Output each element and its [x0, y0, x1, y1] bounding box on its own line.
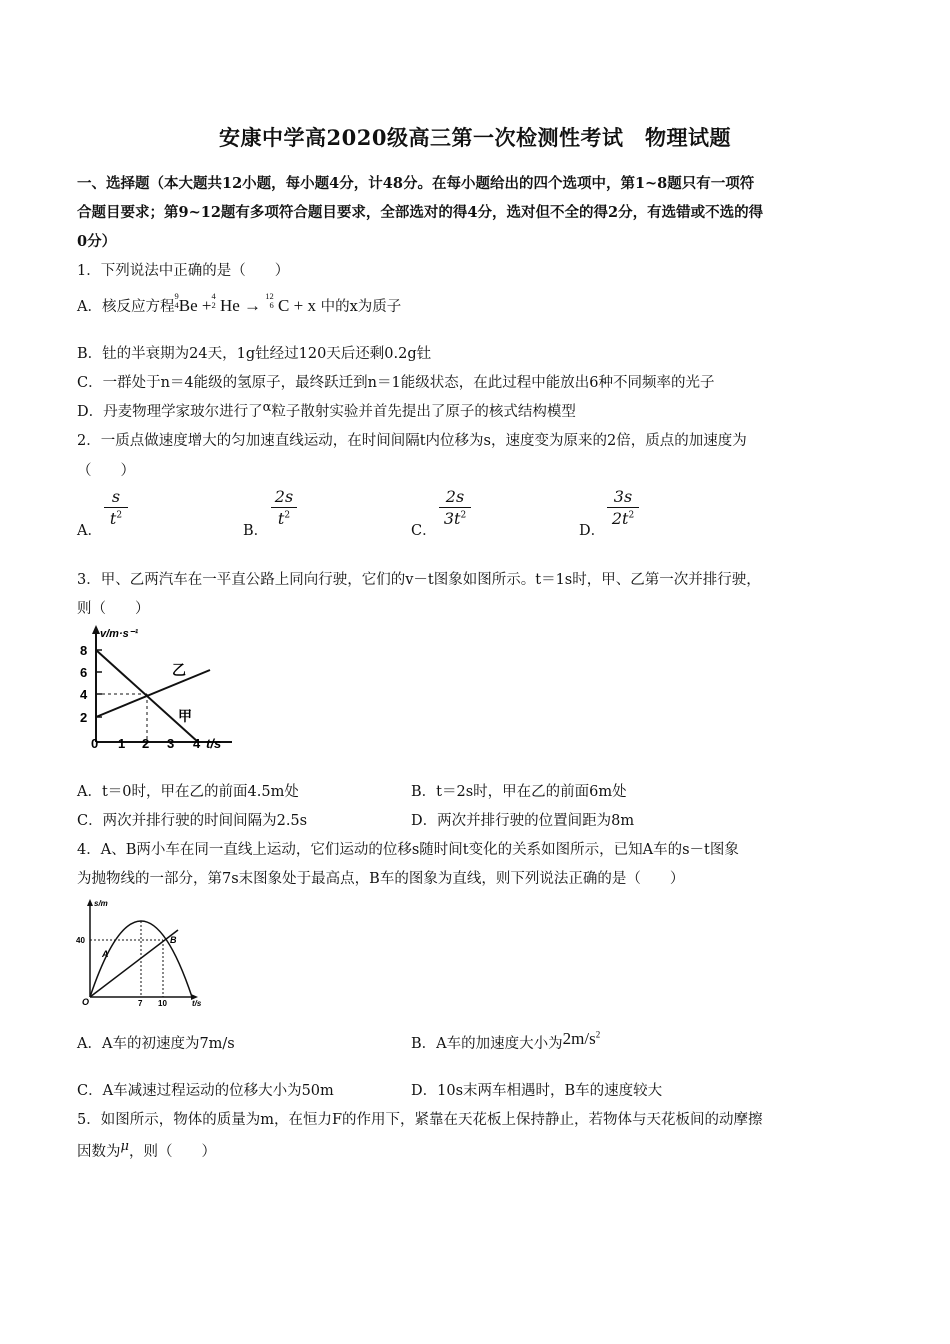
q4-ytick-40: 40 — [76, 936, 85, 945]
q2-stem-line1: 2．一质点做速度增大的匀加速直线运动，在时间间隔t内位移为s，速度变为原来的2倍，质点的加速度为 — [77, 433, 747, 449]
mu-symbol: μ — [120, 1139, 129, 1154]
q2-option-d-label: D． — [579, 523, 606, 539]
q3-y-arrow-icon — [92, 625, 100, 634]
q4-stem-line2: 为抛物线的一部分，第7s末图象处于最高点，B车的图象为直线，则下列说法正确的是（ ） — [77, 871, 685, 887]
q5-stem-line2: 因数为μ，则（ ） — [77, 1139, 216, 1160]
q4-y-label: s/m — [94, 899, 108, 908]
q3-option-b: B．t＝2s时，甲在乙的前面6m处 — [411, 784, 627, 800]
q2-option-c-fraction: 2s $3t^2$ — [439, 487, 471, 528]
q2-stem-line2: （ ） — [77, 463, 135, 479]
q4-y-arrow-icon — [87, 899, 93, 906]
q4-option-c: C．A车减速过程运动的位移大小为50m — [77, 1083, 334, 1099]
q3-option-d: D．两次并排行驶的位置间距为8m — [411, 813, 635, 829]
q3-label-yi: 乙 — [172, 662, 186, 678]
q4-xtick-7: 7 — [138, 999, 143, 1008]
q3-xtick-3: 3 — [167, 736, 175, 751]
q4-x-label: t/s — [192, 999, 202, 1008]
q3-xtick-4: 4 — [193, 736, 201, 751]
q3-option-a: A．t＝0时，甲在乙的前面4.5m处 — [77, 784, 299, 800]
q1-option-b: B．钍的半衰期为24天，1g钍经过120天后还剩0.2g钍 — [77, 346, 432, 362]
q3-line-yi — [96, 670, 210, 717]
q3-label-jia: 甲 — [178, 708, 192, 724]
q2-option-b-fraction: 2s $t^2$ — [271, 487, 297, 528]
q1-option-a-prefix: A．核反应方程 — [77, 299, 175, 315]
q3-x-label: t/s — [206, 736, 222, 751]
q4-xtick-10: 10 — [158, 999, 167, 1008]
alpha-symbol: α — [262, 400, 272, 415]
q1-option-a-suffix: 中的x为质子 — [320, 299, 402, 315]
q3-ytick-4: 4 — [80, 687, 88, 702]
q1-stem: 1．下列说法中正确的是（ ） — [77, 263, 290, 279]
c-mass-charge: 12 6 — [265, 291, 274, 310]
q3-ytick-6: 6 — [80, 665, 88, 680]
section-instructions-line3: 0分） — [77, 233, 117, 250]
q2-option-d-fraction: 3s $2t^2$ — [607, 487, 639, 528]
q5-stem-line1: 5．如图所示，物体的质量为m，在恒力F的作用下，紧靠在天花板上保持静止，若物体与天花板间的动摩擦 — [77, 1112, 763, 1128]
q2-option-a-fraction: s $t^2$ — [104, 487, 128, 528]
q4-origin: O — [82, 997, 90, 1007]
q4-option-d: D．10s末两车相遇时，B车的速度较大 — [411, 1083, 663, 1099]
q3-option-c: C．两次并排行驶的时间间隔为2.5s — [77, 813, 308, 829]
q3-y-label: v/m·s⁻¹ — [100, 628, 139, 640]
nuclear-equation: 9 4Be +4 2 He → 12 6 C + x — [174, 291, 316, 315]
q4-option-a: A．A车的初速度为7m/s — [77, 1036, 235, 1052]
section-instructions-line2: 合题目要求；第9~12题有多项符合题目要求，全部选对的得4分，选对但不全的得2分，有选错或不选的得 — [77, 204, 764, 221]
page-title: 安康中学高2020级高三第一次检测性考试 物理试题 — [219, 125, 731, 150]
q1-option-a — [77, 292, 401, 316]
q4-label-a: A — [102, 949, 109, 959]
q1-option-c: C．一群处于n＝4能级的氢原子，最终跃迁到n＝1能级状态，在此过程中能放出6种不同频率的光子 — [77, 375, 715, 391]
he-mass-charge: 4 2 — [211, 291, 216, 310]
q3-xtick-2: 2 — [142, 736, 150, 751]
q2-option-a-label: A． — [77, 523, 102, 539]
q4-acceleration-value: $2m/s^2$ — [562, 1029, 601, 1048]
be-mass-charge: 9 4 — [174, 291, 179, 310]
q4-stem-line1: 4．A、B两小车在同一直线上运动，它们运动的位移s随时间t变化的关系如图所示，已知A车的s－t图象 — [77, 842, 739, 858]
q2-option-b-label: B． — [243, 523, 269, 539]
q3-vt-graph — [72, 620, 252, 755]
section-instructions-line1: 一、选择题（本大题共12小题，每小题4分，计48分。在每小题给出的四个选项中，第1~8题只有一项符 — [77, 175, 755, 192]
q4-label-b: B — [170, 935, 177, 945]
q2-option-c-label: C． — [411, 523, 437, 539]
q4-option-b: B．A车的加速度大小为$2m/s^2$ — [411, 1029, 601, 1052]
q3-ytick-2: 2 — [80, 710, 88, 725]
q3-ytick-8: 8 — [80, 643, 88, 658]
q1-option-d: D．丹麦物理学家玻尔进行了α粒子散射实验并首先提出了原子的核式结构模型 — [77, 400, 576, 420]
q3-xtick-1: 1 — [118, 736, 126, 751]
q3-stem-line1: 3．甲、乙两汽车在一平直公路上同向行驶，它们的v－t图象如图所示。t＝1s时，甲、乙第一次并排行驶， — [77, 572, 761, 588]
q3-stem-line2: 则（ ） — [77, 601, 150, 617]
q4-st-graph — [74, 893, 214, 1008]
q3-xtick-0: 0 — [91, 736, 99, 751]
